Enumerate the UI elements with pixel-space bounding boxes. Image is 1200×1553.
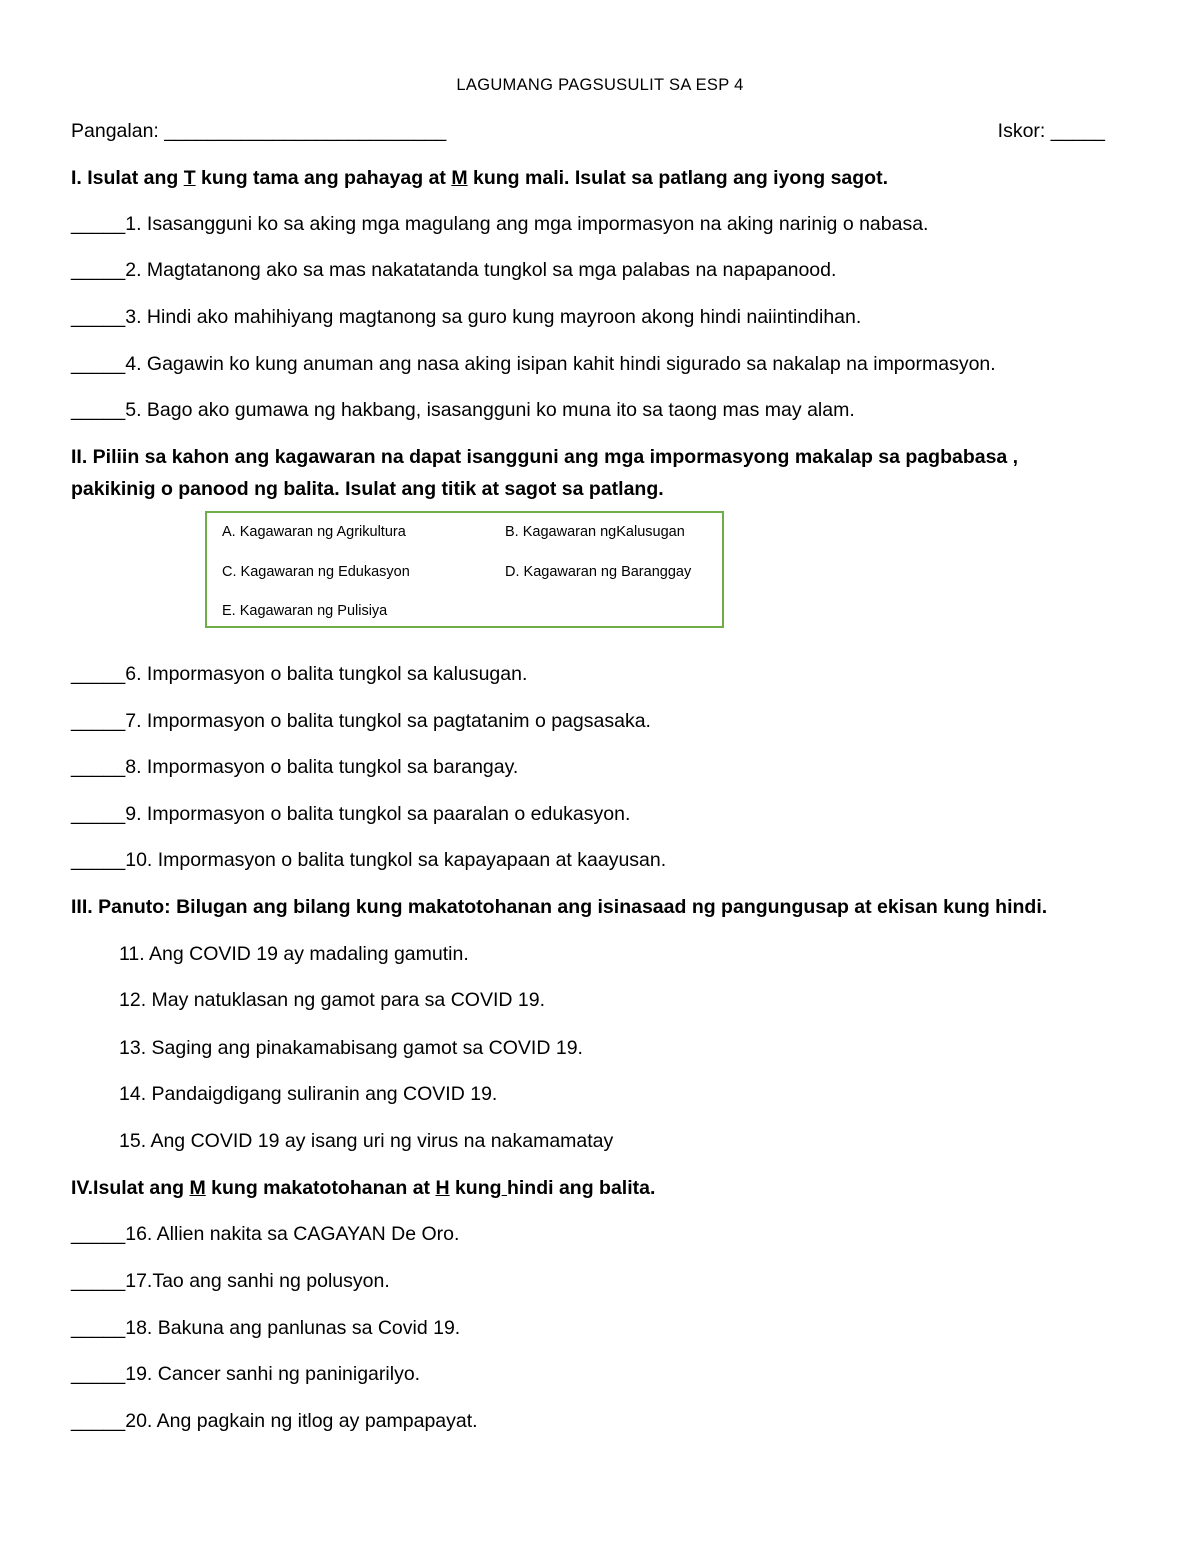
- question-20: _____20. Ang pagkain ng itlog ay pampapayat.: [71, 1410, 478, 1432]
- choice-e: E. Kagawaran ng Pulisiya: [222, 603, 388, 619]
- question-13: 13. Saging ang pinakamabisang gamot sa COVID 19.: [119, 1037, 583, 1059]
- question-14: 14. Pandaigdigang suliranin ang COVID 19.: [119, 1083, 498, 1105]
- part2-heading-line1: II. Piliin sa kahon ang kagawaran na dapat isangguni ang mga impormasyong makalap sa pagbabasa ,: [71, 446, 1019, 468]
- score-field: Iskor: _____: [997, 120, 1105, 142]
- part4-heading: [71, 1176, 655, 1200]
- part4-heading-pre: IV.Isulat ang: [71, 1177, 190, 1199]
- question-9: _____9. Impormasyon o balita tungkol sa paaralan o edukasyon.: [71, 803, 631, 825]
- choice-a: A. Kagawaran ng Agrikultura: [222, 524, 406, 540]
- question-3: _____3. Hindi ako mahihiyang magtanong sa guro kung mayroon akong hindi naiintindihan.: [71, 306, 862, 328]
- question-12: 12. May natuklasan ng gamot para sa COVID 19.: [119, 989, 545, 1011]
- question-7: _____7. Impormasyon o balita tungkol sa pagtatanim o pagsasaka.: [71, 710, 651, 732]
- question-16: _____16. Allien nakita sa CAGAYAN De Oro.: [71, 1223, 460, 1245]
- part4-letter-m: M: [189, 1177, 206, 1199]
- question-6: _____6. Impormasyon o balita tungkol sa kalusugan.: [71, 663, 528, 685]
- question-4: _____4. Gagawin ko kung anuman ang nasa aking isipan kahit hindi sigurado sa nakalap na impormasyon.: [71, 353, 996, 375]
- part2-heading-line2: pakikinig o panood ng balita. Isulat ang titik at sagot sa patlang.: [71, 478, 664, 500]
- name-field: Pangalan: __________________________: [71, 120, 447, 142]
- question-10: _____10. Impormasyon o balita tungkol sa kapayapaan at kaayusan.: [71, 849, 667, 871]
- part1-heading: [71, 166, 888, 190]
- part4-heading-mid: kung makatotohanan at: [205, 1177, 436, 1199]
- part4-letter-h: H: [435, 1177, 450, 1199]
- question-11: 11. Ang COVID 19 ay madaling gamutin.: [119, 943, 469, 965]
- part1-letter-m: M: [451, 167, 468, 189]
- choice-b: B. Kagawaran ngKalusugan: [505, 524, 685, 540]
- choices-box: [205, 511, 724, 628]
- part1-letter-t: T: [183, 167, 196, 189]
- page-title: LAGUMANG PAGSUSULIT SA ESP 4: [456, 76, 744, 94]
- part4-heading-mid2: kung: [449, 1177, 502, 1199]
- question-5: _____5. Bago ako gumawa ng hakbang, isasangguni ko muna ito sa taong mas may alam.: [71, 399, 855, 421]
- question-18: _____18. Bakuna ang panlunas sa Covid 19.: [71, 1317, 461, 1339]
- question-8: _____8. Impormasyon o balita tungkol sa barangay.: [71, 756, 519, 778]
- choice-c: C. Kagawaran ng Edukasyon: [222, 564, 410, 580]
- question-1: _____1. Isasangguni ko sa aking mga magulang ang mga impormasyon na aking narinig o nabasa.: [71, 213, 929, 235]
- question-15: 15. Ang COVID 19 ay isang uri ng virus na nakamamatay: [119, 1130, 614, 1152]
- part3-heading: III. Panuto: Bilugan ang bilang kung makatotohanan ang isinasaad ng pangungusap at ekisan kung hindi.: [71, 896, 1048, 918]
- question-2: _____2. Magtatanong ako sa mas nakatatanda tungkol sa mga palabas na napapanood.: [71, 259, 837, 281]
- question-19: _____19. Cancer sanhi ng paninigarilyo.: [71, 1363, 421, 1385]
- part1-heading-post: kung mali. Isulat sa patlang ang iyong sagot.: [467, 167, 888, 189]
- part1-heading-pre: I. Isulat ang: [71, 167, 184, 189]
- part1-heading-mid: kung tama ang pahayag at: [195, 167, 452, 189]
- choice-d: D. Kagawaran ng Baranggay: [505, 564, 692, 580]
- question-17: _____17.Tao ang sanhi ng polusyon.: [71, 1270, 390, 1292]
- part4-heading-post: hindi ang balita.: [506, 1177, 656, 1199]
